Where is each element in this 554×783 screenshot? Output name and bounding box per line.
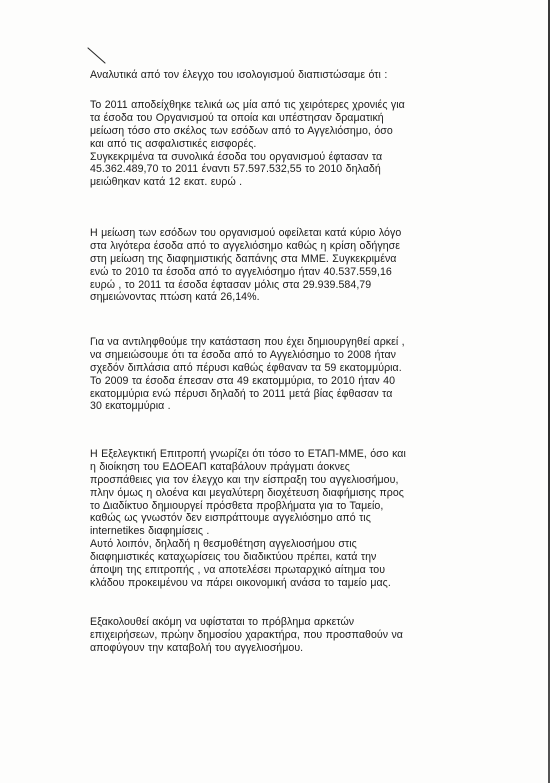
pen-stroke-mark <box>86 46 108 66</box>
text-line: Για να αντιληφθούμε την κατάσταση που έχει δημιουργηθεί αρκεί , <box>90 336 405 348</box>
text-line: τα έσοδα του Οργανισμού τα οποία και υπέστησαν δραματική <box>90 111 384 124</box>
paragraph-historical-comparison <box>90 336 490 413</box>
text-line: Η Εξελεγκτική Επιτροπή γνωρίζει ότι τόσο το ΕΤΑΠ-ΜΜΕ, όσο και <box>90 448 406 460</box>
text-line: αποφύγουν την καταβολή του αγγελιοσήμου. <box>90 641 304 654</box>
text-line: Το 2011 αποδείχθηκε τελικά ως μία από τις χειρότερες χρονιές για <box>90 99 405 111</box>
text-line: πλην όμως η ολοένα και μεγαλύτερη διοχέτευση διαφήμισης προς <box>90 486 404 499</box>
paragraph-audit-committee <box>90 448 490 590</box>
text-line: ενώ το 2010 τα έσοδα από το αγγελιόσημο ήταν 40.537.559,16 <box>90 265 392 278</box>
text-line: άποψη της επιτροπής , να αποτελέσει πρωταρχικό αίτημα του <box>90 564 386 577</box>
paragraph-intro <box>90 69 490 82</box>
text-line: η διοίκηση του ΕΔΟΕΑΠ καταβάλουν πράγματι άοκνες <box>90 460 350 473</box>
text-line: 30 εκατομμύρια . <box>90 400 171 413</box>
text-line: σημειώνοντας πτώση κατά 26,14%. <box>90 291 260 304</box>
paragraph-remaining-problem <box>90 616 490 655</box>
text-line: να σημειώσουμε ότι τα έσοδα από το Αγγελιόσημο το 2008 ήταν <box>90 348 397 361</box>
paragraph-revenue-2011 <box>90 99 490 189</box>
paragraph-revenue-decline <box>90 227 490 304</box>
text-line: Αυτό λοιπόν, δηλαδή η θεσμοθέτηση αγγελιοσήμου στις <box>90 538 357 551</box>
text-line: Εξακολουθεί ακόμη να υφίσταται το πρόβλημα αρκετών <box>90 616 355 628</box>
text-line: στη μείωση της διαφημιστικής δαπάνης στα ΜΜΕ. Συγκεκριμένα <box>90 252 397 265</box>
text-line: Συγκεκριμένα τα συνολικά έσοδα του οργανισμού έφτασαν τα <box>90 150 383 163</box>
text-line: στα λιγότερα έσοδα από το αγγελιόσημο καθώς η κρίση οδήγησε <box>90 239 401 252</box>
text-line: επιχειρήσεων, πρώην δημοσίου χαρακτήρα, που προσπαθούν να <box>90 628 403 641</box>
scan-margin <box>550 0 554 783</box>
text-line: κλάδου προκειμένου να πάρει οικονομική ανάσα το ταμείο μας. <box>90 576 391 589</box>
scan-edge-line <box>548 0 550 783</box>
text-line: προσπάθειες για τον έλεγχο και την είσπραξη του αγγελιοσήμου, <box>90 473 399 486</box>
text-line: διαφημιστικές καταχωρίσεις του διαδικτύου πρέπει, κατά την <box>90 551 377 564</box>
text-line: σχεδόν διπλάσια από πέρυσι καθώς έφθαναν τα 59 εκατομμύρια. <box>90 361 402 374</box>
text-line: Το 2009 τα έσοδα έπεσαν στα 49 εκατομμύρια, το 2010 ήταν 40 <box>90 374 396 387</box>
text-line: μειώθηκαν κατά 12 εκατ. ευρώ . <box>90 176 243 189</box>
text-line: Αναλυτικά από τον έλεγχο του ισολογισμού διαπιστώσαμε ότι : <box>90 69 388 81</box>
text-line: Η μείωση των εσόδων του οργανισμού οφείλεται κατά κύριο λόγο <box>90 227 402 239</box>
text-line: internetikes διαφημίσεις . <box>90 525 210 538</box>
text-line: ευρώ , το 2011 τα έσοδα έφτασαν μόλις στα 29.939.584,79 <box>90 278 372 291</box>
text-line: και από τις ασφαλιστικές εισφορές. <box>90 137 257 150</box>
text-line: 45.362.489,70 το 2011 έναντι 57.597.532,55 το 2010 δηλαδή <box>90 163 381 176</box>
text-line: εκατομμύρια ενώ πέρυσι δηλαδή το 2011 μετά βίας έφθασαν τα <box>90 387 393 400</box>
text-line: καθώς ως γνωστόν δεν εισπράττουμε αγγελιόσημο από τις <box>90 512 371 525</box>
text-line: μείωση τόσο στο σκέλος των εσόδων από το Αγγελιόσημο, όσο <box>90 124 393 137</box>
text-line: το Διαδίκτυο δημιουργεί πρόσθετα προβλήματα για το Ταμείο, <box>90 499 384 512</box>
